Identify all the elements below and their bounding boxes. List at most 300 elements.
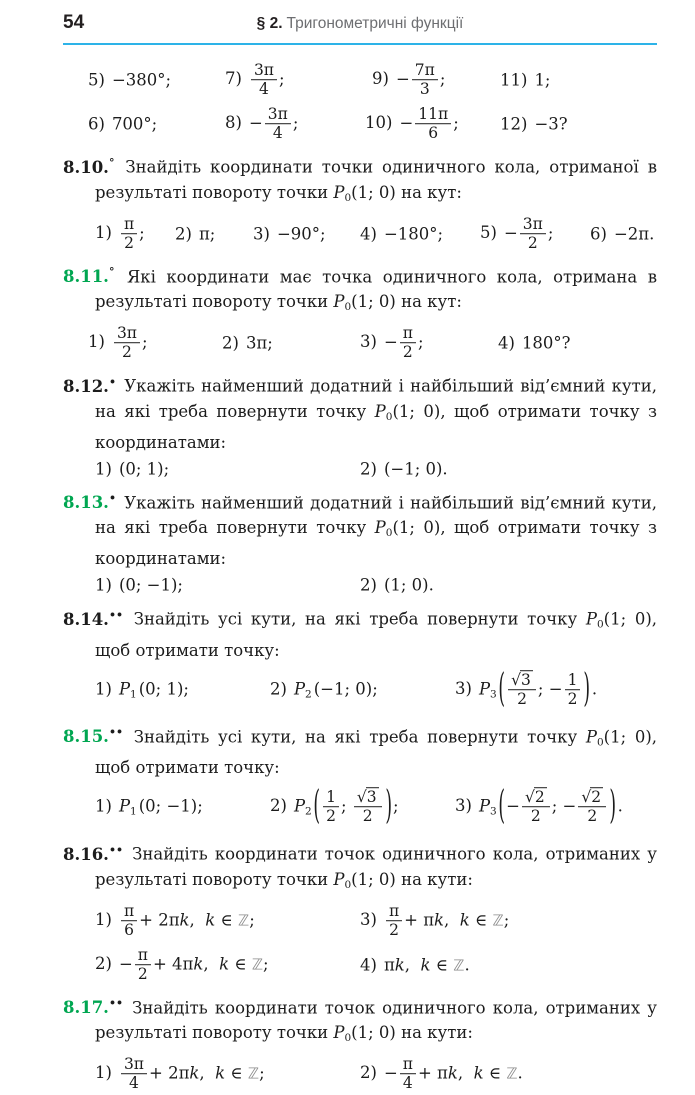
item-2 [270,783,399,829]
fraction [520,215,546,253]
item-label: 2) [360,575,377,595]
punctuation: ; [139,223,145,242]
item-1 [95,459,169,478]
item-label: 1) [95,1063,112,1083]
item-value: π; [198,224,216,243]
item-label: 2) [95,954,112,973]
term: π [383,955,395,974]
exercise-8-10-statement [63,150,657,211]
fraction [412,61,438,99]
difficulty-marker: • [108,375,116,388]
difficulty-marker: •• [108,608,123,621]
element-of-sign: ∈ [225,1063,248,1083]
exercise-8-17-items [63,1053,657,1095]
chapter-heading [63,15,657,33]
section-number: § 2. [256,15,283,32]
fraction-numerator: π [123,901,135,920]
fraction-denominator: 2 [508,689,536,708]
point-subscript: 0 [344,301,352,313]
item-label: 2) [270,796,287,816]
minus-sign: − [399,113,414,133]
item-label: 1) [95,459,112,478]
punctuation: ; [142,332,148,352]
exercise-number: 8.12.• [63,375,116,396]
radicand: 3 [521,670,531,689]
item-4 [360,224,443,243]
statement-text: (1; 0), щоб отримати точку: [95,727,657,777]
item-6 [590,224,654,243]
difficulty-marker: ° [108,265,115,279]
item-label: 1) [95,796,112,816]
open-paren: ( [313,783,320,829]
punctuation: . [617,796,623,816]
punctuation: ; [259,1063,265,1083]
exercise-number: 8.13.• [63,491,116,512]
point-subscript: 0 [344,878,352,891]
exercise-8-16-items-row2 [63,944,657,986]
item-1 [95,902,255,940]
exercise-number: 8.11.° [63,265,115,286]
item-value: −3? [534,114,568,134]
item-8 [225,105,298,143]
point-subscript: 1 [130,688,137,700]
exercise-8-17-statement [63,991,657,1052]
fraction [323,788,339,826]
close-paren: ) [583,665,591,712]
item-label: 5) [88,70,105,90]
item-2 [222,334,273,353]
sqrt-sign: √2 [524,788,545,807]
fraction-numerator: 7π [414,61,435,80]
difficulty-marker: ° [108,156,115,169]
separator: ; [341,796,352,816]
item-label: 3) [455,679,472,698]
statement-text: (1; 0) на кути: [351,869,473,889]
fraction-numerator: π [402,324,413,343]
punctuation: ; [417,332,424,352]
term: + 2π [139,910,180,929]
k-symbol: k [447,1063,458,1083]
fraction [565,671,581,709]
fraction-numerator: 1 [326,788,337,807]
point-symbol: P [585,727,597,746]
item-1 [95,576,183,595]
item-value: −380°; [111,70,172,90]
item-label: 3) [360,910,377,929]
sqrt-sign: √3 [356,788,377,807]
fraction-numerator [354,788,382,806]
difficulty-marker: • [108,491,116,505]
item-label: 10) [365,113,393,133]
fraction-denominator: 2 [135,964,151,983]
statement-text: (1; 0), щоб отримати точку з координатами: [95,401,657,452]
open-paren: ( [498,665,505,712]
k-symbol: k [420,955,431,974]
item-1 [95,215,145,253]
integers-set-symbol: ℤ [238,911,250,929]
item-3 [360,902,509,940]
punctuation: . [591,679,598,698]
statement-text: Знайдіть усі кути, на які треба повернути точку [133,609,586,629]
k-symbol: k [193,954,204,973]
statement-text: (1; 0) на кут: [351,182,462,202]
fraction [386,902,402,940]
item-value: 700°; [111,114,158,134]
fraction [265,105,291,143]
exercise-8-16-items-row1 [63,900,657,942]
point-subscript: 0 [596,618,604,631]
item-1 [95,679,189,700]
item-label: 11) [500,70,528,90]
fraction-numerator [522,788,550,806]
fraction-numerator: 3π [253,61,274,80]
item-label: 6) [88,114,105,134]
fraction [121,1055,147,1093]
item-5 [88,71,171,90]
statement-text: Знайдіть усі кути, на які треба повернути точку [133,727,586,746]
minus-sign: − [383,1063,398,1083]
point-subscript: 2 [305,805,312,818]
fraction [508,671,536,709]
item-label: 2) [175,224,192,243]
fraction [121,215,137,253]
item-label: 2) [360,459,377,478]
exercise-number: 8.10.° [63,156,115,177]
point-symbol: P [333,869,345,889]
exercise-8-12-items [63,457,657,481]
item-2 [95,946,269,984]
point-symbol: P [478,679,491,698]
section-title: Тригонометричні функції [286,15,464,32]
fraction-denominator: 4 [121,1074,147,1093]
point-symbol: P [333,182,345,202]
punctuation: . [464,955,470,974]
item-label: 2) [222,333,239,353]
point-subscript: 0 [596,736,604,748]
difficulty-marker: •• [108,725,123,739]
fraction-denominator: 2 [520,233,546,252]
fraction [121,902,137,940]
exercise-number: 8.16.•• [63,843,123,864]
fraction-numerator: 11π [418,105,449,124]
fraction-denominator: 6 [415,124,451,143]
item-5 [480,215,553,253]
element-of-sign: ∈ [469,910,493,929]
sqrt-sign: √3 [511,670,531,689]
fraction-denominator: 2 [386,920,402,939]
item-label: 12) [500,114,528,134]
k-symbol: k [394,955,405,974]
punctuation: ; [503,910,510,929]
punctuation: ; [439,69,446,89]
item-label: 3) [253,224,270,243]
fraction-numerator: 3π [123,1055,144,1074]
punctuation: ; [453,113,459,133]
point-subscript: 2 [305,688,312,700]
k-symbol: k [189,1063,200,1083]
term: + 2π [149,1063,190,1083]
separator: , [444,910,460,929]
fraction-denominator: 2 [121,233,137,252]
open-paren: ( [498,783,505,829]
item-4 [360,955,470,974]
statement-text: Укажіть найменший додатний і найбільший від’ємний кути, на які треба повернути точку [95,493,657,537]
exercise-8-16-statement [63,837,657,898]
statement-text: Знайдіть координати точки одиничного кола, отриманої в результаті повороту точки [95,157,657,202]
exercise-8-11-statement [63,260,657,321]
separator: , [457,1063,474,1083]
exercise-8-11-items [63,322,657,364]
item-label: 3) [455,796,472,816]
exercise-8-13-statement [63,486,657,572]
item-value: −180°; [383,224,444,243]
separator: ; − [537,679,563,698]
fraction-numerator: π [137,945,148,964]
point-subscript: 1 [130,805,137,818]
fraction-numerator: π [123,214,135,233]
item-2 [360,576,434,595]
fraction-denominator: 2 [565,689,581,708]
statement-text: Знайдіть координати точок одиничного кола, отриманих у результаті повороту точки [95,998,657,1042]
term: + π [404,910,435,929]
fraction-numerator [578,788,606,806]
element-of-sign: ∈ [215,910,239,929]
punctuation: ; [393,796,399,816]
item-label: 2) [270,679,287,698]
fraction-denominator: 6 [121,920,137,939]
separator: , [199,1063,216,1083]
item-1 [95,797,203,818]
item-3 [360,324,424,362]
term: + 4π [152,954,194,973]
item-value: 1; [534,70,551,90]
item-value: (1; 0). [383,575,434,595]
point-symbol: P [478,796,491,816]
item-12 [500,115,568,134]
statement-text: Укажіть найменший додатний і найбільший від’ємний кути, на які треба повернути точку [95,376,657,421]
item-label: 1) [95,679,112,698]
item-value: (−1; 0). [383,459,448,478]
fraction [251,61,277,99]
point-symbol: P [333,1023,345,1042]
fraction-denominator: 4 [251,80,277,99]
fraction [400,324,416,362]
difficulty-marker: •• [108,996,123,1010]
minus-sign: − [395,69,410,89]
fraction-numerator: π [388,901,400,920]
separator: ; − [551,796,577,816]
exercise-8-14-items [63,665,657,715]
item-1 [95,1055,265,1093]
point-symbol: P [118,796,131,816]
point-subscript: 0 [385,527,393,539]
k-symbol: k [473,1063,484,1083]
separator: , [203,954,220,973]
exercise-8-15-items [63,782,657,832]
fraction-denominator: 2 [114,343,140,362]
fraction [354,788,382,826]
exercise-number: 8.17.•• [63,996,123,1017]
item-label: 4) [360,955,377,974]
items-row-5-11 [63,59,657,101]
item-2 [175,224,215,243]
point-symbol: P [118,679,131,698]
item-label: 5) [480,223,497,242]
fraction-numerator [508,671,536,689]
page-number: 54 [63,12,85,33]
item-6 [88,115,157,134]
item-2 [360,1055,523,1093]
item-value: (0; 1); [118,459,170,478]
item-label: 8) [225,113,242,133]
fraction [522,788,550,826]
item-value: 180°? [521,333,571,353]
item-label: 2) [360,1063,377,1083]
point-symbol: P [374,518,386,537]
fraction-denominator: 4 [265,124,291,143]
separator: , [404,955,421,974]
minus-sign: − [383,332,398,352]
exercise-8-13-items [63,573,657,597]
items-row-6-12 [63,103,657,145]
point-symbol: P [293,679,306,698]
fraction-numerator: 1 [567,670,578,689]
statement-text: Які координати має точка одиничного кола, отримана в результаті повороту точки [95,267,657,311]
statement-text: Знайдіть координати точок одиничного кола, отриманих у результаті повороту точки [95,844,657,889]
fraction [400,1055,416,1093]
fraction-denominator: 2 [522,807,550,826]
separator: , [189,910,206,929]
fraction-denominator: 2 [578,807,606,826]
item-3 [455,665,598,712]
exercise-8-12-statement [63,369,657,455]
integers-set-symbol: ℤ [453,956,465,974]
item-value: (0; −1); [118,575,183,595]
item-label: 9) [372,69,389,89]
item-value: −90°; [276,224,326,243]
element-of-sign: ∈ [430,955,454,974]
close-paren: ) [609,783,617,829]
fraction [114,324,140,362]
radicand: 3 [366,788,377,807]
item-label: 7) [225,69,242,89]
fraction-denominator: 2 [323,807,339,826]
item-value: (−1; 0); [313,679,378,698]
item-value: (0; −1); [138,796,203,816]
item-10 [365,105,459,143]
minus-sign: − [506,796,520,816]
item-label: 3) [360,332,377,352]
point-symbol: P [333,292,345,311]
point-symbol: P [293,796,306,816]
item-4 [498,334,571,353]
radicand: 2 [591,788,602,807]
fraction-denominator: 4 [400,1074,416,1093]
element-of-sign: ∈ [483,1063,507,1083]
item-label: 4) [360,224,377,243]
punctuation: . [517,1063,523,1083]
radicand: 2 [534,788,545,807]
k-symbol: k [215,1063,226,1083]
statement-text: (1; 0), щоб отримати точку: [95,609,657,660]
item-value: −2π. [613,224,655,243]
punctuation: ; [263,954,269,973]
fraction-denominator: 3 [412,80,438,99]
exercise-8-10-items [63,213,657,255]
fraction-numerator: 3π [116,324,137,343]
item-label: 1) [95,910,112,929]
item-label: 4) [498,333,515,353]
punctuation: ; [292,113,299,133]
item-label: 1) [95,575,112,595]
integers-set-symbol: ℤ [247,1064,260,1083]
item-value: (0; 1); [138,679,189,698]
minus-sign: − [248,113,263,133]
k-symbol: k [434,910,445,929]
item-2 [360,459,448,478]
page-header [63,12,657,38]
statement-text: (1; 0) на кут: [351,292,462,311]
item-value: 3π; [245,333,273,353]
item-7 [225,61,285,99]
statement-text: (1; 0) на кути: [351,1023,473,1042]
item-1 [88,324,148,362]
fraction [135,946,151,984]
term: + π [417,1063,448,1083]
item-3 [253,224,326,243]
integers-set-symbol: ℤ [492,911,504,929]
item-9 [372,61,445,99]
fraction-denominator: 2 [400,343,416,362]
item-label: 1) [95,223,112,242]
exercise-number: 8.14.•• [63,608,123,629]
point-subscript: 0 [385,410,393,423]
punctuation: ; [547,223,554,242]
difficulty-marker: •• [108,843,123,856]
fraction-numerator: 3π [267,105,288,124]
exercise-number: 8.15.•• [63,725,123,746]
point-subscript: 3 [490,688,497,700]
point-subscript: 0 [344,1032,352,1044]
point-symbol: P [585,609,597,629]
point-symbol: P [374,401,386,421]
fraction [578,788,606,826]
close-paren: ) [384,783,392,829]
fraction [415,105,451,143]
item-2 [270,679,378,700]
element-of-sign: ∈ [229,954,252,973]
punctuation: ; [279,69,285,89]
point-subscript: 0 [344,191,352,204]
integers-set-symbol: ℤ [251,955,264,973]
integers-set-symbol: ℤ [506,1064,518,1083]
exercise-8-15-statement [63,720,657,781]
fraction-numerator: π [402,1055,413,1074]
item-3 [455,783,623,829]
punctuation: ; [249,910,255,929]
minus-sign: − [118,954,133,973]
item-label: 1) [88,332,105,352]
k-symbol: k [205,910,216,929]
k-symbol: k [459,910,470,929]
exercise-8-14-statement [63,602,657,663]
k-symbol: k [219,954,230,973]
fraction-denominator: 2 [354,807,382,826]
sqrt-sign: √2 [581,788,602,807]
fraction-numerator: 3π [522,214,543,233]
k-symbol: k [179,910,190,929]
minus-sign: − [503,223,518,242]
